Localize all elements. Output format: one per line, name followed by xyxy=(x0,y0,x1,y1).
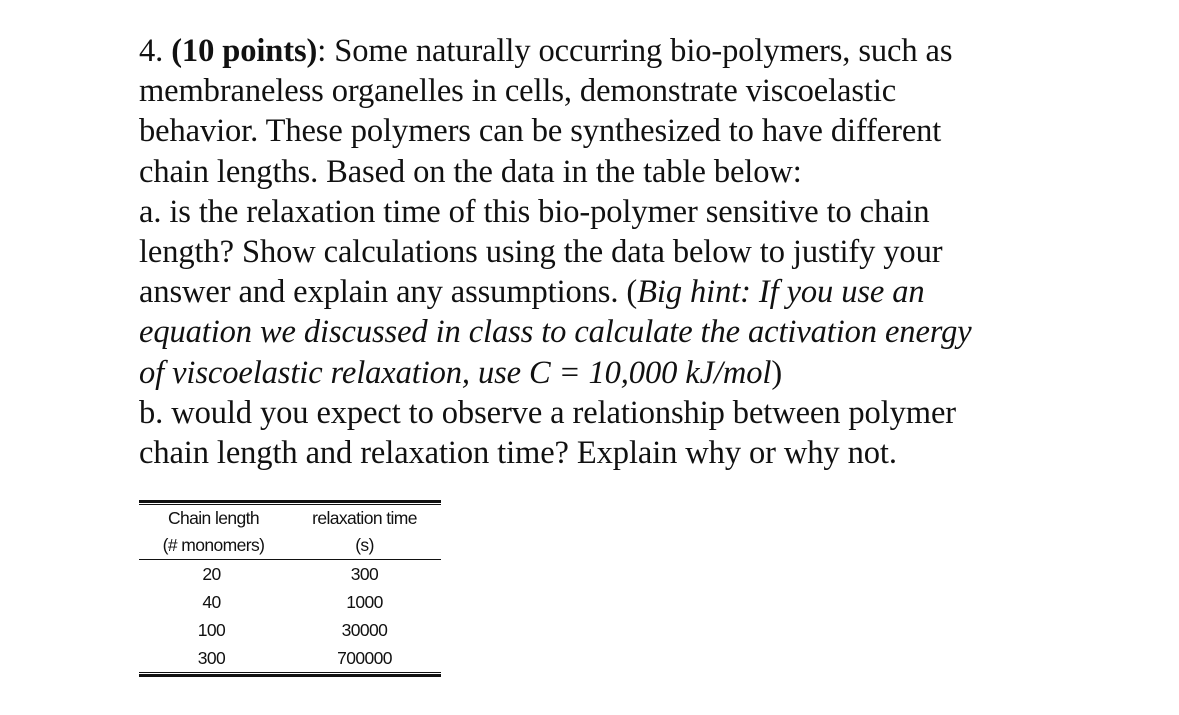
question-line: chain lengths. Based on the data in the table below: xyxy=(139,153,802,190)
hint-text: of viscoelastic relaxation, use C = 10,000 kJ/mol xyxy=(139,354,772,391)
header-relaxation-time: relaxation time xyxy=(312,508,417,528)
table-top-rule xyxy=(139,500,441,503)
table-row xyxy=(139,588,441,616)
data-table xyxy=(139,500,441,677)
relaxation-time-cell: 1000 xyxy=(346,592,383,612)
question-number: 4. xyxy=(139,33,172,69)
question-line: membraneless organelles in cells, demonstrate viscoelastic xyxy=(139,73,897,110)
hint-line: equation we discussed in class to calculate the activation energy xyxy=(139,314,972,351)
chain-length-cell: 300 xyxy=(197,648,226,668)
table-row xyxy=(139,644,441,672)
part-b-line: b. would you expect to observe a relationship between polymer xyxy=(139,394,957,431)
header-relaxation-time-unit: (s) xyxy=(288,532,441,560)
chain-length-cell: 100 xyxy=(197,620,226,640)
part-a-line: length? Show calculations using the data below to justify your xyxy=(139,234,943,271)
table-bottom-rule xyxy=(139,674,441,677)
relaxation-time-cell: 300 xyxy=(350,564,379,584)
part-b-line: chain length and relaxation time? Explain why or why not. xyxy=(139,435,897,472)
points-label: (10 points) xyxy=(171,33,318,69)
question-text-segment: answer and explain any assumptions. ( xyxy=(139,274,638,311)
question-line: behavior. These polymers can be synthesized to have different xyxy=(139,113,942,150)
question-line xyxy=(139,31,1099,71)
chain-length-table xyxy=(139,505,441,672)
table-row xyxy=(139,616,441,644)
hint-line xyxy=(139,353,1099,393)
question-text xyxy=(139,31,1099,473)
chain-length-cell: 40 xyxy=(202,592,221,612)
table-row xyxy=(139,560,441,589)
relaxation-time-cell: 30000 xyxy=(341,620,388,640)
part-a-line: a. is the relaxation time of this bio-polymer sensitive to chain xyxy=(139,193,930,230)
relaxation-time-cell: 700000 xyxy=(337,648,392,668)
chain-length-cell: 20 xyxy=(202,564,221,584)
question-text-segment: ) xyxy=(771,354,783,391)
part-a-line xyxy=(139,272,1099,312)
table-bottom-rule-thin xyxy=(139,672,441,673)
question-text-segment: : Some naturally occurring bio-polymers, such as xyxy=(317,33,953,69)
header-chain-length: Chain length xyxy=(167,508,260,528)
header-chain-length-unit: (# monomers) xyxy=(139,532,288,560)
hint-text: Big hint: If you use an xyxy=(637,274,925,311)
